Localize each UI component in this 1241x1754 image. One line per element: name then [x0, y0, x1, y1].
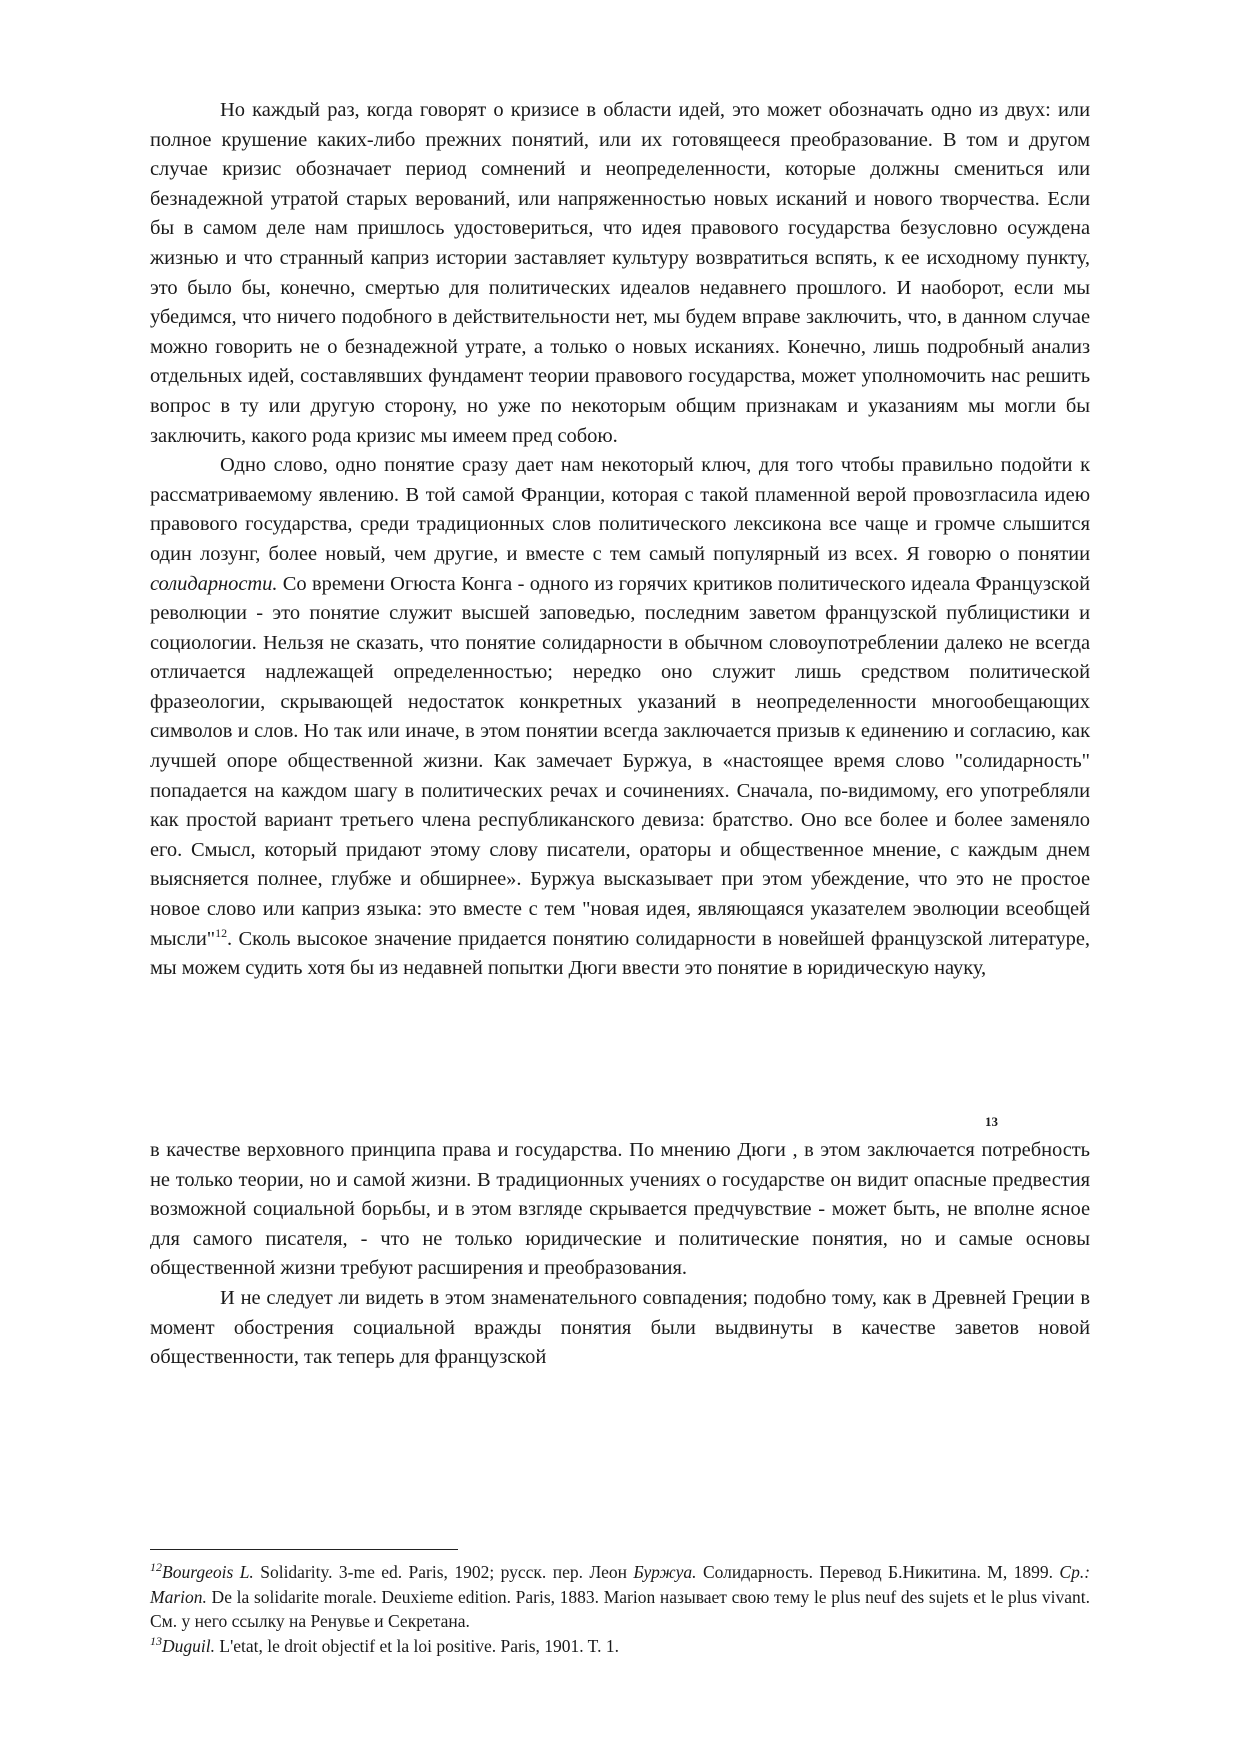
footnote-ref-12: 12	[215, 925, 228, 940]
footnote-13-text: L'etat, le droit objectif et la loi positive. Paris, 1901. T. 1.	[215, 1635, 619, 1656]
footnote-12-author: Bourgeois L.	[162, 1562, 254, 1582]
page-number-marker: 13	[985, 1114, 998, 1129]
footnote-13-author: Duguil.	[162, 1635, 215, 1656]
footnote-12	[150, 1560, 1090, 1634]
footnote-12-text-c: De la solidarite morale. Deuxieme edition. Paris, 1883. Marion называет свою тему le plus neuf des sujets et le plus vivant. См. у него ссылку на Ренувье и Секретана.	[150, 1586, 1090, 1631]
footnote-13	[150, 1634, 1090, 1659]
main-text	[150, 96, 1090, 984]
emphasis-solidarity: солидарности.	[150, 572, 278, 595]
paragraph-solidarity-text-a: Одно слово, одно понятие сразу дает нам некоторый ключ, для того чтобы правильно подойти к рассматриваемому явлению. В той самой Франции, которая с такой пламенной верой провозгласила идею правового государства, среди традиционных слов политического лексикона все чаще и громче слышится один лозунг, более новый, чем другие, и вместе с тем самый популярный из всех. Я говорю о понятии	[150, 454, 1090, 565]
paragraph-solidarity-text-b: Со времени Огюста Конга - одного из горячих критиков политического идеала Французской революции - это понятие служит высшей заповедью, последним заветом французской публицистики и социологии. Нельзя не сказать, что понятие солидарности в обычном словоупотреблении далеко не всегда отличается надлежащей определенностью; нередко оно служит лишь средством политической фразеологии, скрывающей недостаток конкретных указаний в неопределенности многообещающих символов и слов. Но так или иначе, в этом понятии всегда заключается призыв к единению и согласию, как лучшей опоре общественной жизни. Как замечает Буржуа, в «настоящее время слово "солидарность" попадается на каждом шагу в политических речах и сочинениях. Сначала, по-видимому, его употребляли как простой вариант третьего члена республиканского девиза: братство. Оно все более и более заменяло его. Смысл, который придают этому слову писатели, ораторы и общественное мнение, с каждым днем выясняется полнее, глубже и обширнее». Буржуа высказывает при этом убеждение, что это не простое новое слово или каприз языка: это вместе с тем "новая идея, являющаяся указателем эволюции всеобщей мысли"	[150, 572, 1090, 950]
footnote-13-number: 13	[150, 1633, 162, 1648]
paragraph-greece	[150, 1284, 1090, 1373]
paragraph-solidarity-text-c: . Сколь высокое значение придается понятию солидарности в новейшей французской литературе, мы можем судить хотя бы из недавней попытки Дюги ввести это понятие в юридическую науку,	[150, 927, 1090, 980]
footnote-12-text-a: Solidarity. 3-me ed. Paris, 1902; русск. пер. Леон	[253, 1562, 634, 1582]
paragraph-solidarity	[150, 451, 1090, 984]
paragraph-duguit-text: в качестве верховного принципа права и государства. По мнению Дюги , в этом заключается потребность не только теории, но и самой жизни. В традиционных учениях о государстве он видит опасные предвестия возможной социальной борьбы, и в этом взгляде скрывается предчувствие - может быть, не вполне ясное для самого писателя, - что не только юридические и политические понятия, но и самые основы общественной жизни требуют расширения и преобразования.	[150, 1139, 1090, 1280]
paragraph-crisis	[150, 96, 1090, 451]
footnotes	[150, 1560, 1090, 1658]
paragraph-crisis-text: Но каждый раз, когда говорят о кризисе в области идей, это может обозначать одно из двух: или полное крушение каких-либо прежних понятий, или их готовящееся преобразование. В том и другом случае кризис обозначает период сомнений и неопределенности, которые должны смениться или безнадежной утратой старых верований, или напряженностью новых исканий и нового творчества. Если бы в самом деле нам пришлось удостовериться, что идея правового государства безусловно осуждена жизнью и что странный каприз истории заставляет культуру возвратиться вспять, к ее исходному пункту, это было бы, конечно, смертью для политических идеалов недавнего прошлого. И наоборот, если мы убедимся, что ничего подобного в действительности нет, мы будем вправе заключить, что, в данном случае можно говорить не о безнадежной утрате, а только о новых исканиях. Конечно, лишь подробный анализ отдельных идей, составлявших фундамент теории правового государства, может уполномочить нас решить вопрос в ту или другую сторону, но уже по некоторым общим признакам и указаниям мы могли бы заключить, какого рода кризис мы имеем пред собою.	[150, 99, 1090, 447]
footnote-12-text-b: Солидарность. Перевод Б.Никитина. М, 1899.	[696, 1562, 1060, 1582]
paragraph-duguit	[150, 1136, 1090, 1284]
footnote-12-cf: Ср.: Marion.	[150, 1562, 1091, 1607]
footnote-12-number: 12	[150, 1560, 162, 1575]
paragraph-greece-text: И не следует ли видеть в этом знаменательного совпадения; подобно тому, как в Древней Греции в момент обострения социальной вражды понятия были выдвинуты в качестве заветов новой общественности, так теперь для французской	[150, 1286, 1090, 1369]
footnote-12-author-ru: Буржуа.	[633, 1562, 697, 1582]
footnote-separator	[150, 1549, 458, 1550]
continued-text	[150, 1136, 1090, 1373]
